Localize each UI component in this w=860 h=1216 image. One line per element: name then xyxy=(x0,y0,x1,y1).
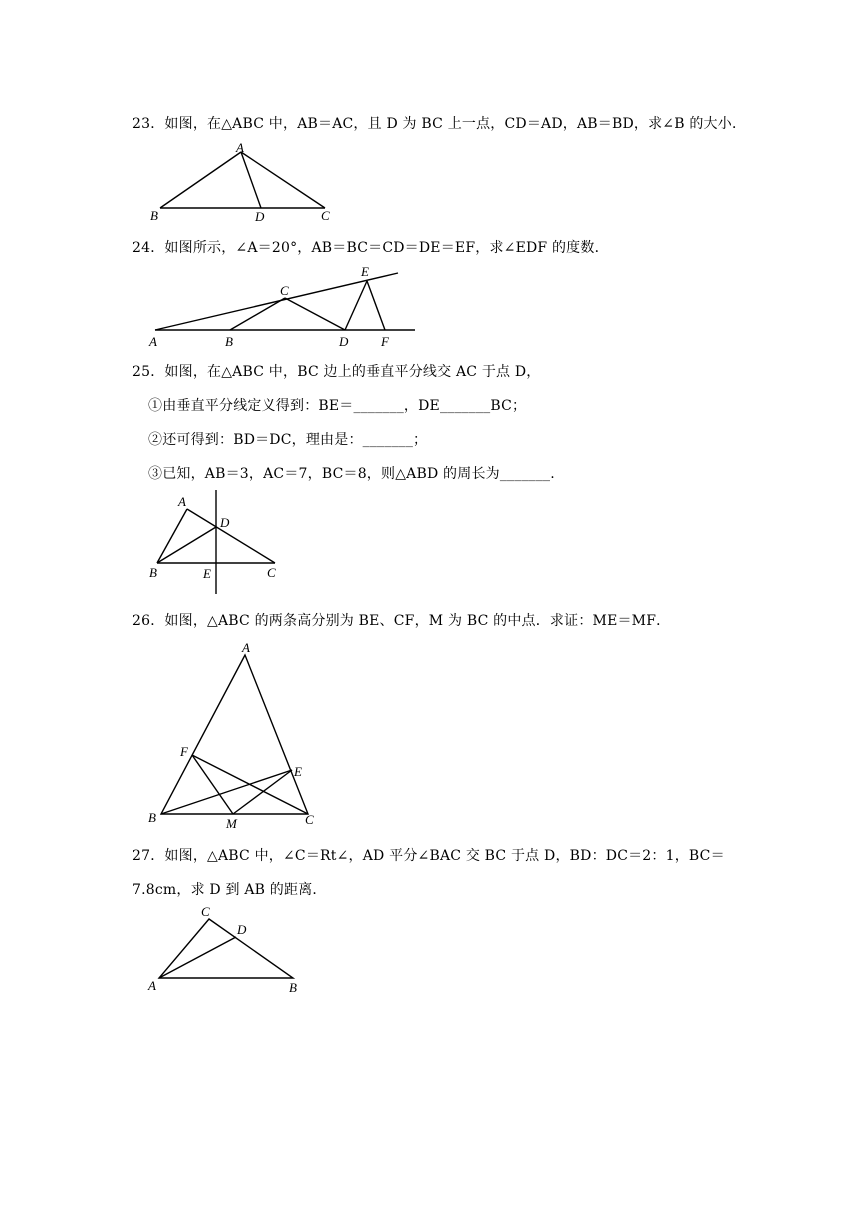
question-25-item-3: ③已知，AB＝3，AC＝7，BC＝8，则△ABD 的周长为_______. xyxy=(148,466,555,482)
q24-label-c: C xyxy=(280,283,289,298)
q26-label-e: E xyxy=(294,764,302,779)
q24-label-b: B xyxy=(225,334,233,349)
figure-q23 xyxy=(145,140,345,230)
q25-segment-ab xyxy=(157,509,187,563)
q23-label-b: B xyxy=(150,208,158,223)
q27-label-b: B xyxy=(289,980,297,995)
q25-label-c: C xyxy=(267,565,276,580)
q26-segment-me xyxy=(233,770,292,814)
q26-segment-fm xyxy=(192,755,233,814)
q24-label-f: F xyxy=(381,334,389,349)
q25-label-e: E xyxy=(203,566,211,581)
q24-label-e: E xyxy=(361,264,369,279)
q23-segment-ad xyxy=(241,152,261,208)
figure-q25 xyxy=(145,490,295,600)
q26-triangle-abc xyxy=(161,655,308,814)
question-23-text: 23．如图，在△ABC 中，AB＝AC，且 D 为 BC 上一点，CD＝AD，AB＝BD，求∠B 的大小． xyxy=(132,116,747,132)
question-25-text: 25．如图，在△ABC 中，BC 边上的垂直平分线交 AC 于点 D， xyxy=(132,364,541,380)
q24-segment-bc xyxy=(230,298,285,330)
question-27-text-line-2: 7.8cm，求 D 到 AB 的距离． xyxy=(132,882,327,898)
figure-q26 xyxy=(145,638,325,838)
q27-label-a: A xyxy=(148,978,156,993)
figure-q27 xyxy=(145,902,325,997)
question-26-text: 26．如图，△ABC 的两条高分别为 BE、CF，M 为 BC 的中点．求证：ME＝MF． xyxy=(132,613,671,629)
question-24-text: 24．如图所示，∠A＝20°，AB＝BC＝CD＝DE＝EF，求∠EDF 的度数． xyxy=(132,240,609,256)
q26-label-b: B xyxy=(148,810,156,825)
q23-segment-ac xyxy=(241,152,325,208)
figure-q24 xyxy=(145,262,425,352)
q23-label-d: D xyxy=(255,209,265,224)
q26-label-f: F xyxy=(180,744,188,759)
q24-label-a: A xyxy=(149,334,157,349)
q24-segment-de xyxy=(345,281,367,330)
q26-label-a: A xyxy=(242,640,250,655)
q25-label-d: D xyxy=(220,515,230,530)
q26-label-c: C xyxy=(305,812,314,827)
question-25-item-2: ②还可得到：BD＝DC，理由是：_______； xyxy=(148,432,428,448)
q25-segment-bd xyxy=(157,527,216,563)
q27-label-d: D xyxy=(237,922,247,937)
q27-segment-ad xyxy=(159,937,236,978)
q25-label-a: A xyxy=(178,494,186,509)
q24-segment-ef xyxy=(367,281,385,330)
q27-triangle-abc xyxy=(159,919,293,978)
q25-label-b: B xyxy=(149,565,157,580)
q23-segment-ab xyxy=(160,152,241,208)
question-27-text-line-1: 27．如图，△ABC 中，∠C＝Rt∠，AD 平分∠BAC 交 BC 于点 D，BD：DC＝2：1，BC＝ xyxy=(132,848,725,864)
q24-segment-cd xyxy=(285,298,345,330)
q27-label-c: C xyxy=(201,904,210,919)
q26-label-m: M xyxy=(226,816,237,831)
q24-label-d: D xyxy=(339,334,349,349)
question-25-item-1: ①由垂直平分线定义得到：BE＝_______，DE_______BC； xyxy=(148,398,527,414)
q24-ray-upper xyxy=(155,273,398,330)
q23-label-a: A xyxy=(236,140,244,155)
q23-label-c: C xyxy=(321,208,330,223)
